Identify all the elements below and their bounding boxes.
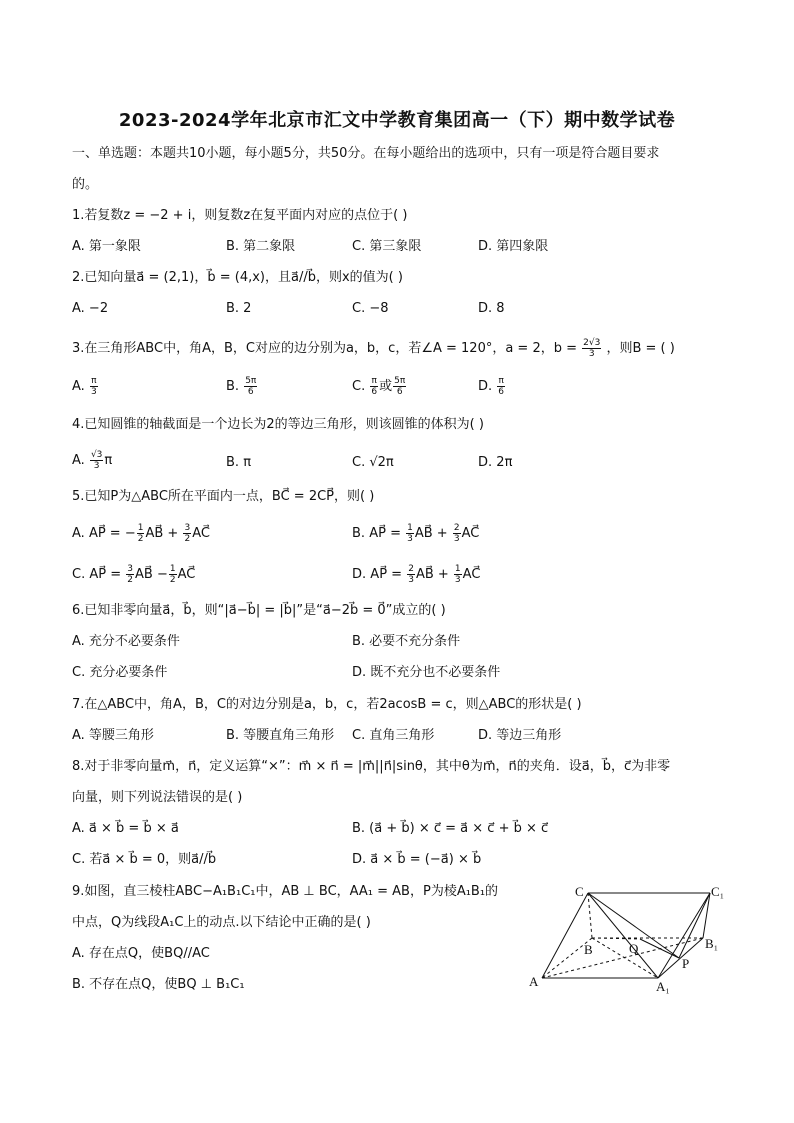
question-6-option-c: C. 充分必要条件 <box>72 665 168 680</box>
question-9-stem: 9.如图，直三棱柱ABC−A₁B₁C₁中，AB ⊥ BC，AA₁ = AB，P为棱A₁B₁的 <box>72 884 499 899</box>
question-9-option-a: A. 存在点Q，使BQ//AC <box>72 946 210 961</box>
question-9-option-b: B. 不存在点Q，使BQ ⊥ B₁C₁ <box>72 977 245 992</box>
label-b1: B₁ <box>705 936 719 951</box>
question-5-stem: 5.已知P为△ABC所在平面内一点，BC⃗ = 2CP⃗，则( ) <box>72 489 375 504</box>
question-5-option-c: C. AP⃗ = $\frac{3}{2}$ AB⃗ − $\frac{1}{2}$ AC⃗ <box>72 564 196 585</box>
question-3-stem-tail: ，则B = ( ) <box>606 341 675 356</box>
question-6-option-d: D. 既不充分也不必要条件 <box>352 665 501 680</box>
question-8-stem-cont: 向量，则下列说法错误的是( ) <box>72 790 243 805</box>
question-7-option-d: D. 等边三角形 <box>478 728 562 743</box>
question-3-option-a: A. $\frac{\pi}{3}$ <box>72 376 97 397</box>
question-1-option-b: B. 第二象限 <box>226 239 296 254</box>
question-4-option-a: A. $\frac{√3}{3}$ π <box>72 450 113 471</box>
question-4-option-c: C. √2π <box>352 455 394 470</box>
label-c: C <box>575 884 584 899</box>
question-8-stem: 8.对于非零向量m⃗，n⃗，定义运算“×”：m⃗ × n⃗ = |m⃗||n⃗|sinθ，其中θ为m⃗，n⃗的夹角．设a⃗，b⃗，c⃗为非零 <box>72 759 671 774</box>
question-1-option-d: D. 第四象限 <box>478 239 549 254</box>
question-2-stem: 2.已知向量a⃗ = (2,1)，b⃗ = (4,x)，且a⃗//b⃗，则x的值为( ) <box>72 270 403 285</box>
question-2-option-d: D. 8 <box>478 301 505 316</box>
label-p: P <box>682 956 690 971</box>
question-3-stem <box>72 338 675 359</box>
segment-b-a1 <box>592 938 658 978</box>
question-8-option-c: C. 若a⃗ × b⃗ = 0，则a⃗//b⃗ <box>72 852 217 867</box>
label-q: Q <box>629 941 639 956</box>
label-a: A <box>529 974 539 989</box>
question-5-option-a: A. AP⃗ = − $\frac{1}{2}$ AB⃗ + $\frac{3}{2}$ AC⃗ <box>72 523 210 544</box>
question-1-option-c: C. 第三象限 <box>352 239 422 254</box>
section-instructions: 一、单选题：本题共10小题，每小题5分，共50分。在每小题给出的选项中，只有一项是符合题目要求 <box>72 146 660 161</box>
question-6-option-b: B. 必要不充分条件 <box>352 634 461 649</box>
question-7-option-a: A. 等腰三角形 <box>72 728 154 743</box>
edge-b1-a1 <box>658 938 703 978</box>
question-7-option-b: B. 等腰直角三角形 <box>226 728 335 743</box>
question-5-option-b: B. AP⃗ = $\frac{1}{3}$ AB⃗ + $\frac{2}{3}$ AC⃗ <box>352 523 480 544</box>
question-8-option-a: A. a⃗ × b⃗ = b⃗ × a⃗ <box>72 821 179 836</box>
question-2-option-c: C. −8 <box>352 301 389 316</box>
label-c1: C₁ <box>711 884 725 899</box>
question-3-option-b: B. $\frac{5\pi}{6}$ <box>226 376 257 397</box>
question-1-option-a: A. 第一象限 <box>72 239 141 254</box>
question-3-b-fraction: $\frac{2√3}{3}$ <box>583 338 601 359</box>
question-7-option-c: C. 直角三角形 <box>352 728 435 743</box>
question-4-option-b: B. π <box>226 455 252 470</box>
question-3-option-c: C. $\frac{\pi}{6}$ 或 $\frac{5\pi}{6}$ <box>352 376 406 397</box>
question-4-stem: 4.已知圆锥的轴截面是一个边长为2的等边三角形，则该圆锥的体积为( ) <box>72 417 484 432</box>
label-b: B <box>584 942 593 957</box>
question-4-option-d: D. 2π <box>478 455 513 470</box>
edge-c-b <box>588 893 592 938</box>
question-3-stem-text: 3.在三角形ABC中，角A，B，C对应的边分别为a，b，c，若∠A = 120°，a = 2，b = <box>72 341 578 356</box>
edge-c-a <box>542 893 588 978</box>
question-7-stem: 7.在△ABC中，角A，B，C的对边分别是a，b，c，若2acosB = c，则△ABC的形状是( ) <box>72 697 582 712</box>
question-6-option-a: A. 充分不必要条件 <box>72 634 180 649</box>
question-2-option-b: B. 2 <box>226 301 252 316</box>
question-9-stem-cont: 中点，Q为线段A₁C上的动点.以下结论中正确的是( ) <box>72 915 371 930</box>
question-6-stem: 6.已知非零向量a⃗，b⃗，则“|a⃗−b⃗| = |b⃗|”是“a⃗−2b⃗ = 0⃗”成立的( ) <box>72 603 446 618</box>
section-instructions-cont: 的。 <box>72 177 99 192</box>
question-8-option-d: D. a⃗ × b⃗ = (−a⃗) × b⃗ <box>352 852 482 867</box>
page-title: 2023-2024学年北京市汇文中学教育集团高一（下）期中数学试卷 <box>118 110 676 131</box>
prism-figure <box>520 878 730 996</box>
question-2-option-a: A. −2 <box>72 301 109 316</box>
question-8-option-b: B. (a⃗ + b⃗) × c⃗ = a⃗ × c⃗ + b⃗ × c⃗ <box>352 821 549 836</box>
question-5-option-d: D. AP⃗ = $\frac{2}{3}$ AB⃗ + $\frac{1}{3}$ AC⃗ <box>352 564 481 585</box>
question-3-option-d: D. $\frac{\pi}{6}$ <box>478 376 505 397</box>
label-a1: A₁ <box>656 979 670 994</box>
question-1-stem: 1.若复数z = −2 + i，则复数z在复平面内对应的点位于( ) <box>72 208 408 223</box>
